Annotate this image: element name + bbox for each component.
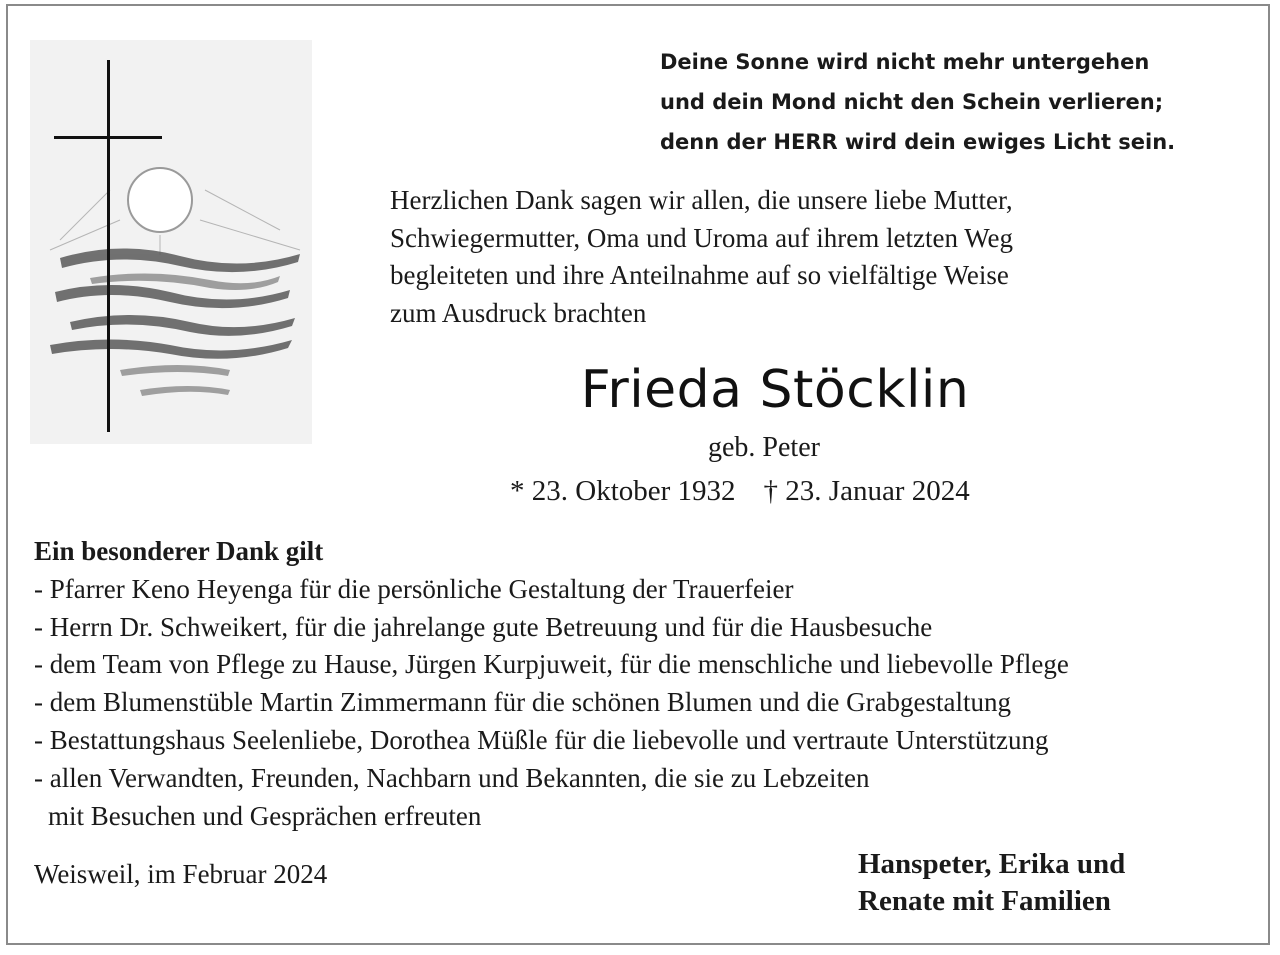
birth-date: * 23. Oktober 1932 — [510, 475, 736, 507]
verse-line: Deine Sonne wird nicht mehr untergehen — [660, 50, 1150, 74]
birth-name: geb. Peter — [708, 432, 820, 463]
thanks-paragraph — [390, 182, 1013, 332]
signers — [858, 846, 1125, 920]
list-item: - allen Verwandten, Freunden, Nachbarn und Bekannten, die sie zu Lebzeiten — [34, 762, 870, 793]
thanks-line: Herzlichen Dank sagen wir allen, die unsere liebe Mutter, — [390, 185, 1013, 215]
special-thanks-heading: Ein besonderer Dank gilt — [34, 536, 324, 566]
list-item: - dem Team von Pflege zu Hause, Jürgen Kurpjuweit, für die menschliche und liebevolle Pflege — [34, 649, 1069, 680]
deceased-name: Frieda Stöcklin — [580, 360, 970, 420]
list-item: - Bestattungshaus Seelenliebe, Dorothea Müßle für die liebevolle und vertraute Unterstützung — [34, 724, 1049, 755]
death-date: † 23. Januar 2024 — [763, 475, 970, 507]
list-item: - dem Blumenstüble Martin Zimmermann für die schönen Blumen und die Grabgestaltung — [34, 687, 1012, 718]
signers-line: Hanspeter, Erika und — [858, 848, 1126, 880]
thanks-line: begleiteten und ihre Anteilnahme auf so vielfältige Weise — [390, 260, 1009, 290]
place-date: Weisweil, im Februar 2024 — [34, 859, 328, 889]
list-item-continuation: mit Besuchen und Gesprächen erfreuten — [48, 800, 482, 831]
list-item: - Herrn Dr. Schweikert, für die jahrelange gute Betreuung und für die Hausbesuche — [34, 611, 933, 642]
special-thanks — [34, 533, 1069, 835]
bible-verse — [660, 42, 1175, 162]
signers-line: Renate mit Familien — [858, 885, 1111, 917]
life-dates — [510, 475, 998, 508]
thanks-line: Schwiegermutter, Oma und Uroma auf ihrem letzten Weg — [390, 222, 1014, 253]
list-item: - Pfarrer Keno Heyenga für die persönliche Gestaltung der Trauerfeier — [34, 573, 794, 604]
thanks-line: zum Ausdruck brachten — [390, 297, 647, 328]
verse-line: denn der HERR wird dein ewiges Licht sein. — [660, 130, 1176, 154]
verse-line: und dein Mond nicht den Schein verlieren; — [660, 90, 1164, 114]
